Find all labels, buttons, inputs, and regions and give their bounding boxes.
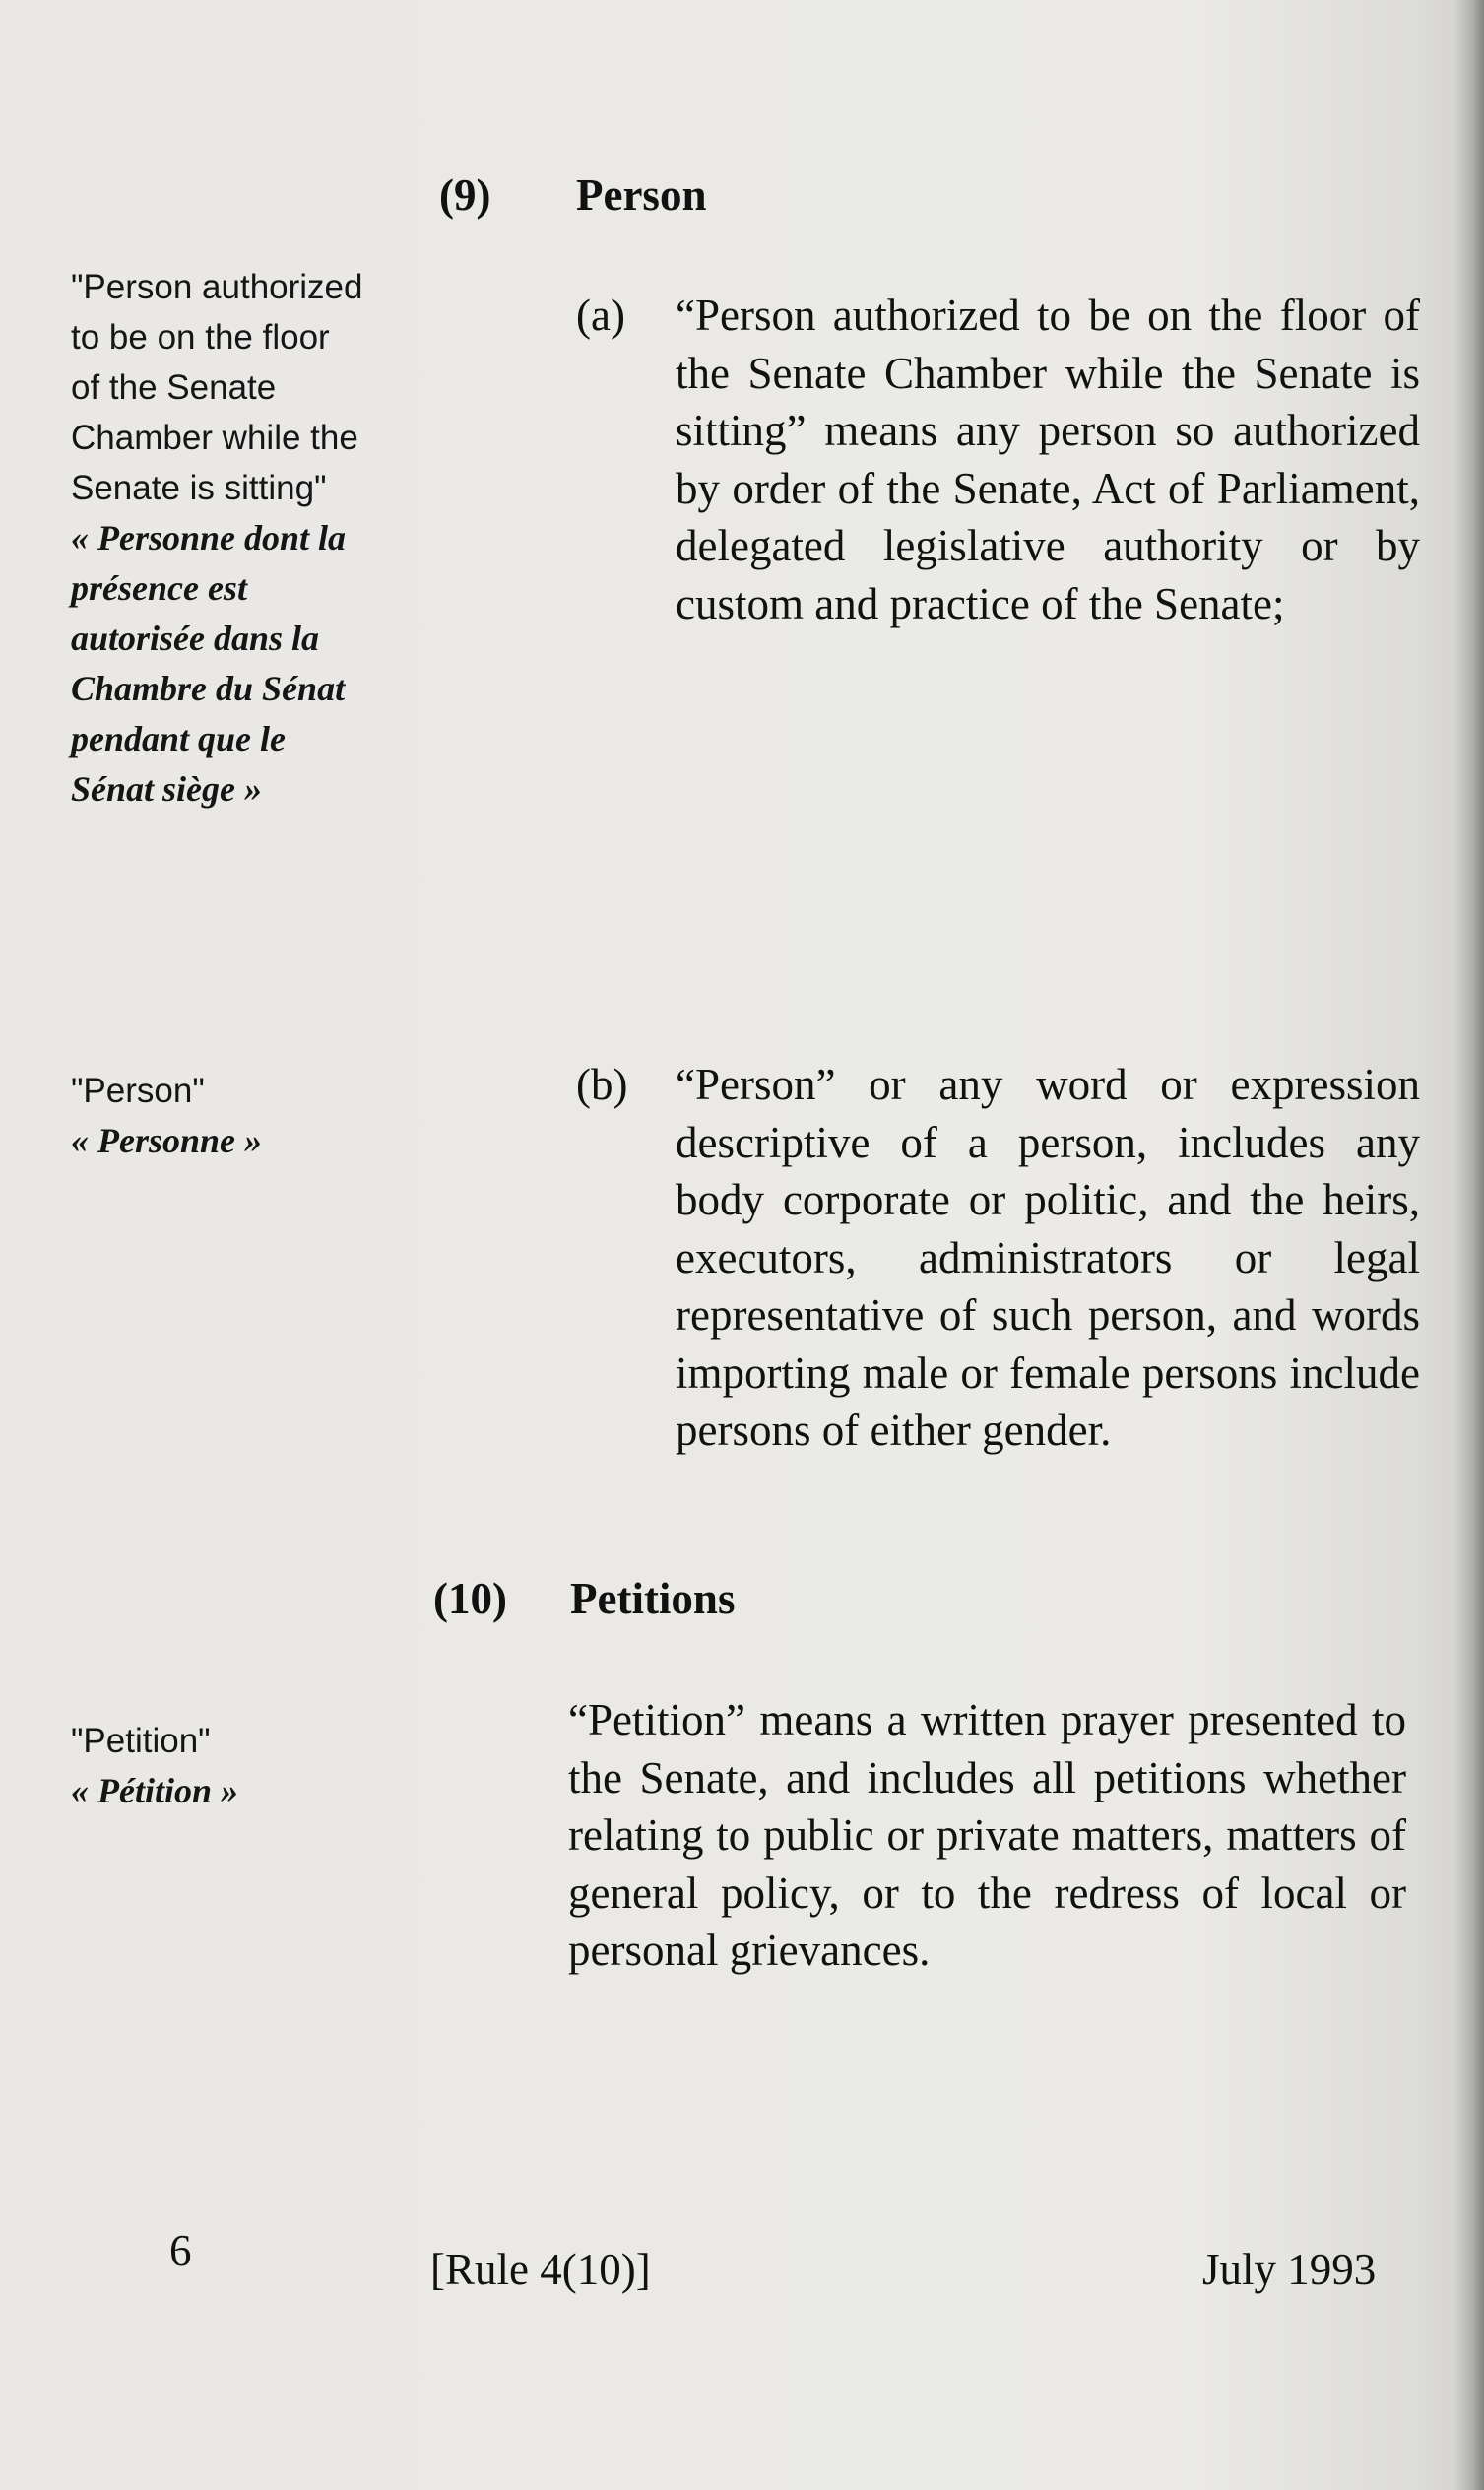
rule-reference: [Rule 4(10)] [430,2245,651,2294]
section-9-title: Person [576,170,707,220]
margin-note-fr: « Personne dont la présence est autorisée dans la Chambre du Sénat pendant que le Sénat siège » [71,518,347,809]
margin-note-person-authorized [71,262,366,815]
margin-note-fr: « Personne » [71,1121,263,1160]
paragraph-b-text: “Person” or any word or expression descriptive of a person, includes any body corporate or politic, and the heirs, executors, administrators or legal representative of such person, and words importing male or female persons include persons of either gender. [676,1060,1420,1455]
section-10-number: (10) [433,1574,507,1623]
margin-note-petition [71,1716,366,1816]
margin-note-en: "Petition" [71,1722,211,1760]
margin-note-en: "Person authorized to be on the floor of the Senate Chamber while the Senate is sitting" [71,268,363,507]
petition-definition-text: “Petition” means a written prayer presented to the Senate, and includes all petitions whether relating to public or private matters, matters of general policy, or to the redress of local or personal grievances. [568,1695,1406,1975]
paragraph-b-label: (b) [576,1060,628,1109]
section-10-title: Petitions [570,1574,736,1623]
paragraph-a-text: “Person authorized to be on the floor of the Senate Chamber while the Senate is sitting” means any person so authorized by order of the Senate, Act of Parliament, delegated legislative authority or by custom and practice of the Senate; [676,291,1420,628]
binding-edge-shadow [1454,0,1484,2490]
margin-note-person [71,1066,366,1166]
section-9-number: (9) [439,170,491,220]
page-number: 6 [169,2226,192,2275]
publication-date: July 1993 [1202,2245,1377,2294]
margin-note-fr: « Pétition » [71,1771,238,1810]
paragraph-a-label: (a) [576,291,625,340]
margin-note-en: "Person" [71,1072,205,1110]
